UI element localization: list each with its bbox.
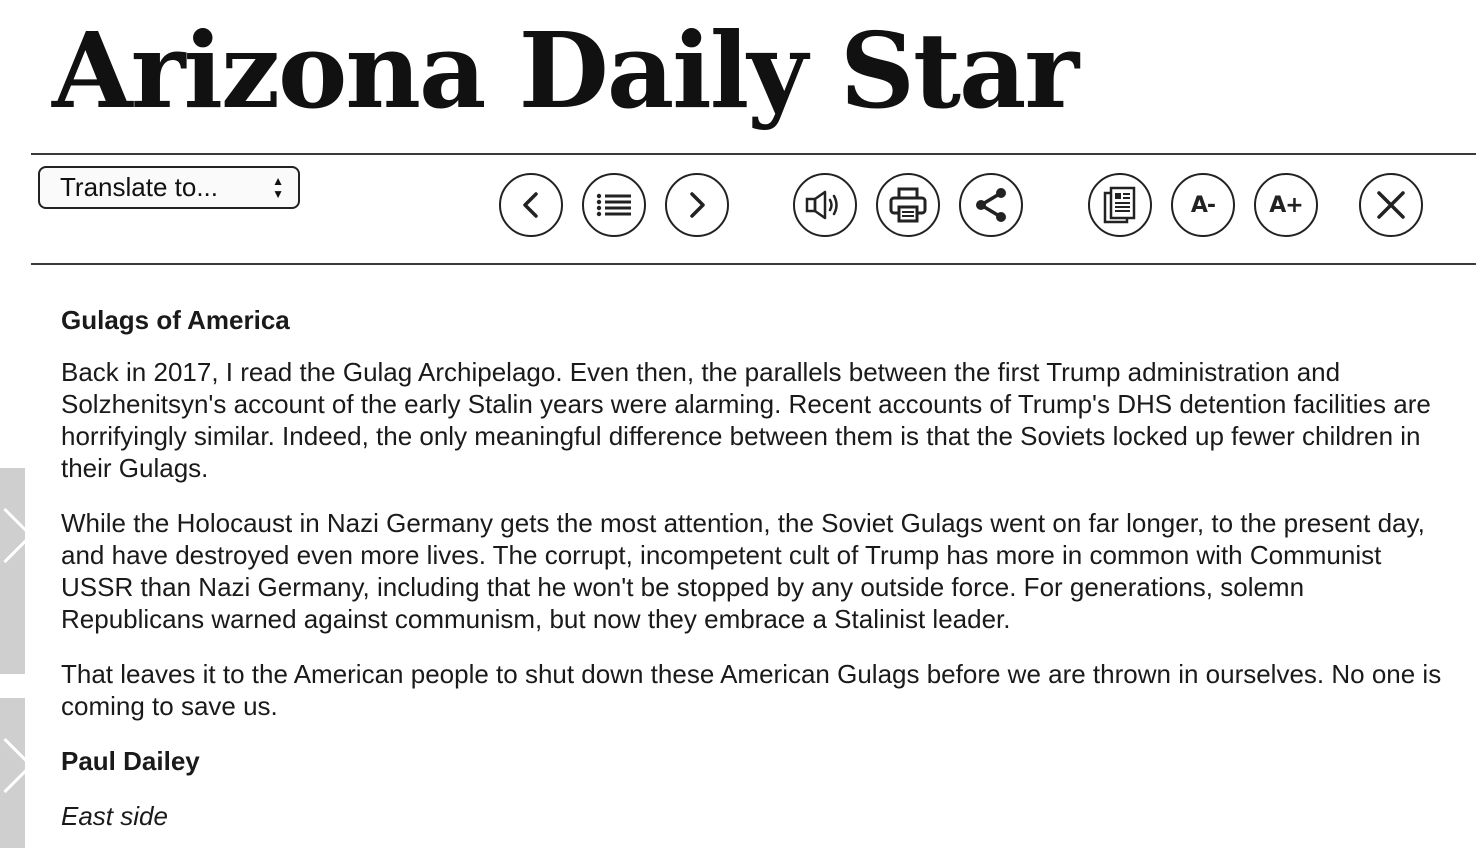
share-icon <box>972 186 1010 224</box>
next-page-tab[interactable] <box>0 698 25 848</box>
toolbar-bottom-rule <box>31 263 1476 265</box>
font-increase-button[interactable] <box>1254 173 1318 237</box>
toolbar-top-rule <box>31 153 1476 155</box>
chevron-icon <box>0 508 33 563</box>
previous-icon <box>516 190 546 220</box>
font-decrease-button[interactable] <box>1171 173 1235 237</box>
close-icon <box>1374 188 1408 222</box>
chevron-right-icon <box>0 738 33 793</box>
article-headline: Gulags of America <box>61 305 290 335</box>
select-arrows-icon: ▲ ▼ <box>272 174 284 201</box>
article-paragraph: That leaves it to the American people to shut down these American Gulags before we are thrown in ourselves. No one is coming to save us. <box>61 659 1442 721</box>
listen-button[interactable] <box>793 173 857 237</box>
article-list-button[interactable] <box>582 173 646 237</box>
clip-button[interactable] <box>1088 173 1152 237</box>
list-icon <box>595 191 633 219</box>
previous-page-tab[interactable] <box>0 468 25 674</box>
translate-select[interactable] <box>38 166 300 209</box>
article-paragraph: Back in 2017, I read the Gulag Archipelago. Even then, the parallels between the first Trump administration and Solzhenitsyn's account of the early Stalin years were alarming. Recent accounts of Trump's DHS detention facilities are horrifyingly similar. Indeed, the only meaningful difference between them is that the Soviets locked up fewer children in their Gulags. <box>61 357 1431 483</box>
next-button[interactable] <box>665 173 729 237</box>
masthead-logo: Arizona Daily Star <box>52 9 1078 132</box>
font-decrease-icon: A- <box>1190 192 1216 218</box>
article-body <box>61 300 1451 832</box>
speaker-icon <box>805 189 845 221</box>
clip-icon <box>1102 185 1138 225</box>
author-location: East side <box>61 801 168 831</box>
translate-select-label: Translate to... <box>60 172 218 202</box>
font-increase-icon: A+ <box>1269 192 1303 218</box>
previous-button[interactable] <box>499 173 563 237</box>
article-paragraph: While the Holocaust in Nazi Germany gets the most attention, the Soviet Gulags went on far longer, to the present day, and have destroyed even more lives. The corrupt, incompetent cult of Trump has more in common with Communist USSR than Nazi Germany, including that he won't be stopped by any outside force. For generations, solemn Republicans warned against communism, but now they embrace a Stalinist leader. <box>61 508 1425 634</box>
print-icon <box>889 187 927 223</box>
article-author: Paul Dailey <box>61 746 200 776</box>
share-button[interactable] <box>959 173 1023 237</box>
close-button[interactable] <box>1359 173 1423 237</box>
print-button[interactable] <box>876 173 940 237</box>
next-icon <box>682 190 712 220</box>
